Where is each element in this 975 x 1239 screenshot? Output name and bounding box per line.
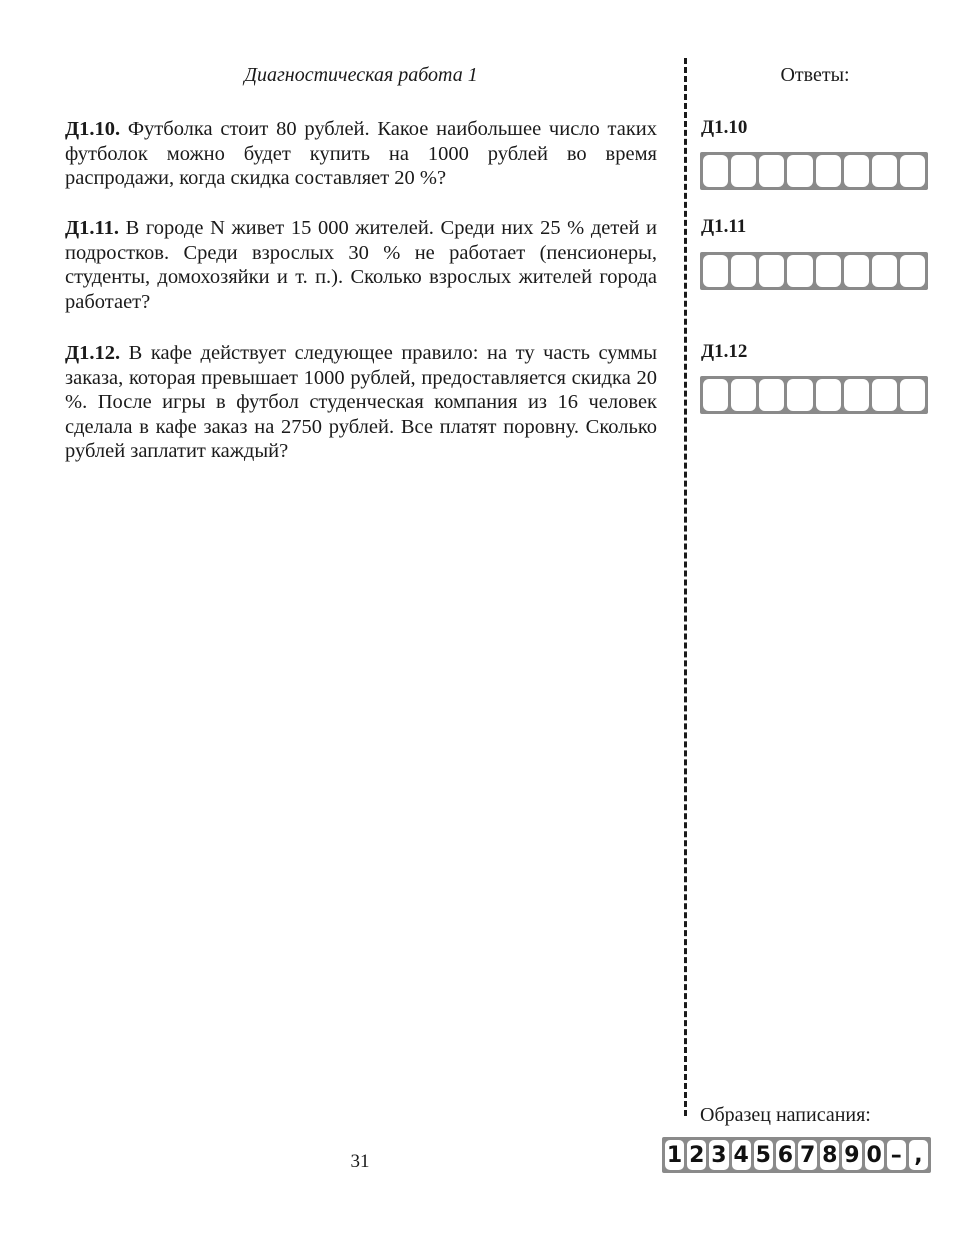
- answer-field-d1-11[interactable]: [700, 252, 928, 290]
- answer-cell[interactable]: [872, 155, 897, 187]
- answer-cell[interactable]: [759, 379, 784, 411]
- sample-char: 7: [798, 1140, 817, 1170]
- answer-cell[interactable]: [900, 155, 925, 187]
- problem-text: В кафе действует следующее правило: на ту часть суммы заказа, которая превышает 1000 рублей, предоставляется скидка 20 %. После игры в футбол студенческая компания из 16 человек сделала в кафе заказ на 2750 рублей. Все платят поровну. Сколько рублей заплатит каждый?: [65, 342, 657, 462]
- sample-char: –: [887, 1140, 906, 1170]
- answer-cell[interactable]: [900, 255, 925, 287]
- sample-char: 2: [687, 1140, 706, 1170]
- answer-cell[interactable]: [731, 155, 756, 187]
- sample-char: 8: [820, 1140, 839, 1170]
- answer-cell[interactable]: [759, 155, 784, 187]
- answer-field-d1-10[interactable]: [700, 152, 928, 190]
- answer-cell[interactable]: [703, 379, 728, 411]
- sample-char: 0: [865, 1140, 884, 1170]
- answer-cell[interactable]: [731, 379, 756, 411]
- dashed-divider: [684, 58, 687, 1116]
- sample-char: ,: [909, 1140, 928, 1170]
- answer-cell[interactable]: [844, 255, 869, 287]
- answer-cell[interactable]: [816, 155, 841, 187]
- answer-cell[interactable]: [816, 255, 841, 287]
- sample-writing-box: [662, 1137, 931, 1173]
- answer-cell[interactable]: [872, 255, 897, 287]
- problem-text: Футболка стоит 80 рублей. Какое наибольшее число таких футболок можно будет купить на 1000 рублей во время распродажи, когда скидка составляет 20 %?: [65, 118, 657, 189]
- answer-label-d1-11: Д1.11: [701, 216, 747, 237]
- problem-d1-12: [65, 341, 657, 464]
- page-header: Диагностическая работа 1: [244, 64, 478, 86]
- problem-number: Д1.10.: [65, 118, 121, 140]
- answer-cell[interactable]: [703, 255, 728, 287]
- sample-char: 5: [754, 1140, 773, 1170]
- answer-cell[interactable]: [703, 155, 728, 187]
- sample-char: 1: [665, 1140, 684, 1170]
- answer-cell[interactable]: [787, 155, 812, 187]
- answer-cell[interactable]: [759, 255, 784, 287]
- problem-text: В городе N живет 15 000 жителей. Среди них 25 % детей и подростков. Среди взрослых 30 % не работает (пенсионеры, студенты, домохозяйки и т. п.). Сколько взрослых жителей города работает?: [65, 217, 657, 313]
- answer-cell[interactable]: [844, 379, 869, 411]
- answer-cell[interactable]: [731, 255, 756, 287]
- problem-d1-11: [65, 216, 657, 314]
- answer-cell[interactable]: [844, 155, 869, 187]
- answer-field-d1-12[interactable]: [700, 376, 928, 414]
- problem-d1-10: [65, 117, 657, 191]
- answer-cell[interactable]: [816, 379, 841, 411]
- answers-title: Ответы:: [780, 64, 850, 86]
- sample-char: 9: [842, 1140, 861, 1170]
- sample-label: Образец написания:: [700, 1104, 871, 1126]
- answer-cell[interactable]: [900, 379, 925, 411]
- answer-cell[interactable]: [872, 379, 897, 411]
- problem-number: Д1.11.: [65, 217, 119, 239]
- answer-label-d1-12: Д1.12: [701, 341, 748, 362]
- answer-cell[interactable]: [787, 255, 812, 287]
- sample-char: 3: [709, 1140, 728, 1170]
- answer-cell[interactable]: [787, 379, 812, 411]
- answer-label-d1-10: Д1.10: [701, 117, 748, 138]
- sample-char: 6: [776, 1140, 795, 1170]
- sample-char: 4: [732, 1140, 751, 1170]
- page-number: 31: [350, 1151, 370, 1172]
- problem-number: Д1.12.: [65, 342, 121, 364]
